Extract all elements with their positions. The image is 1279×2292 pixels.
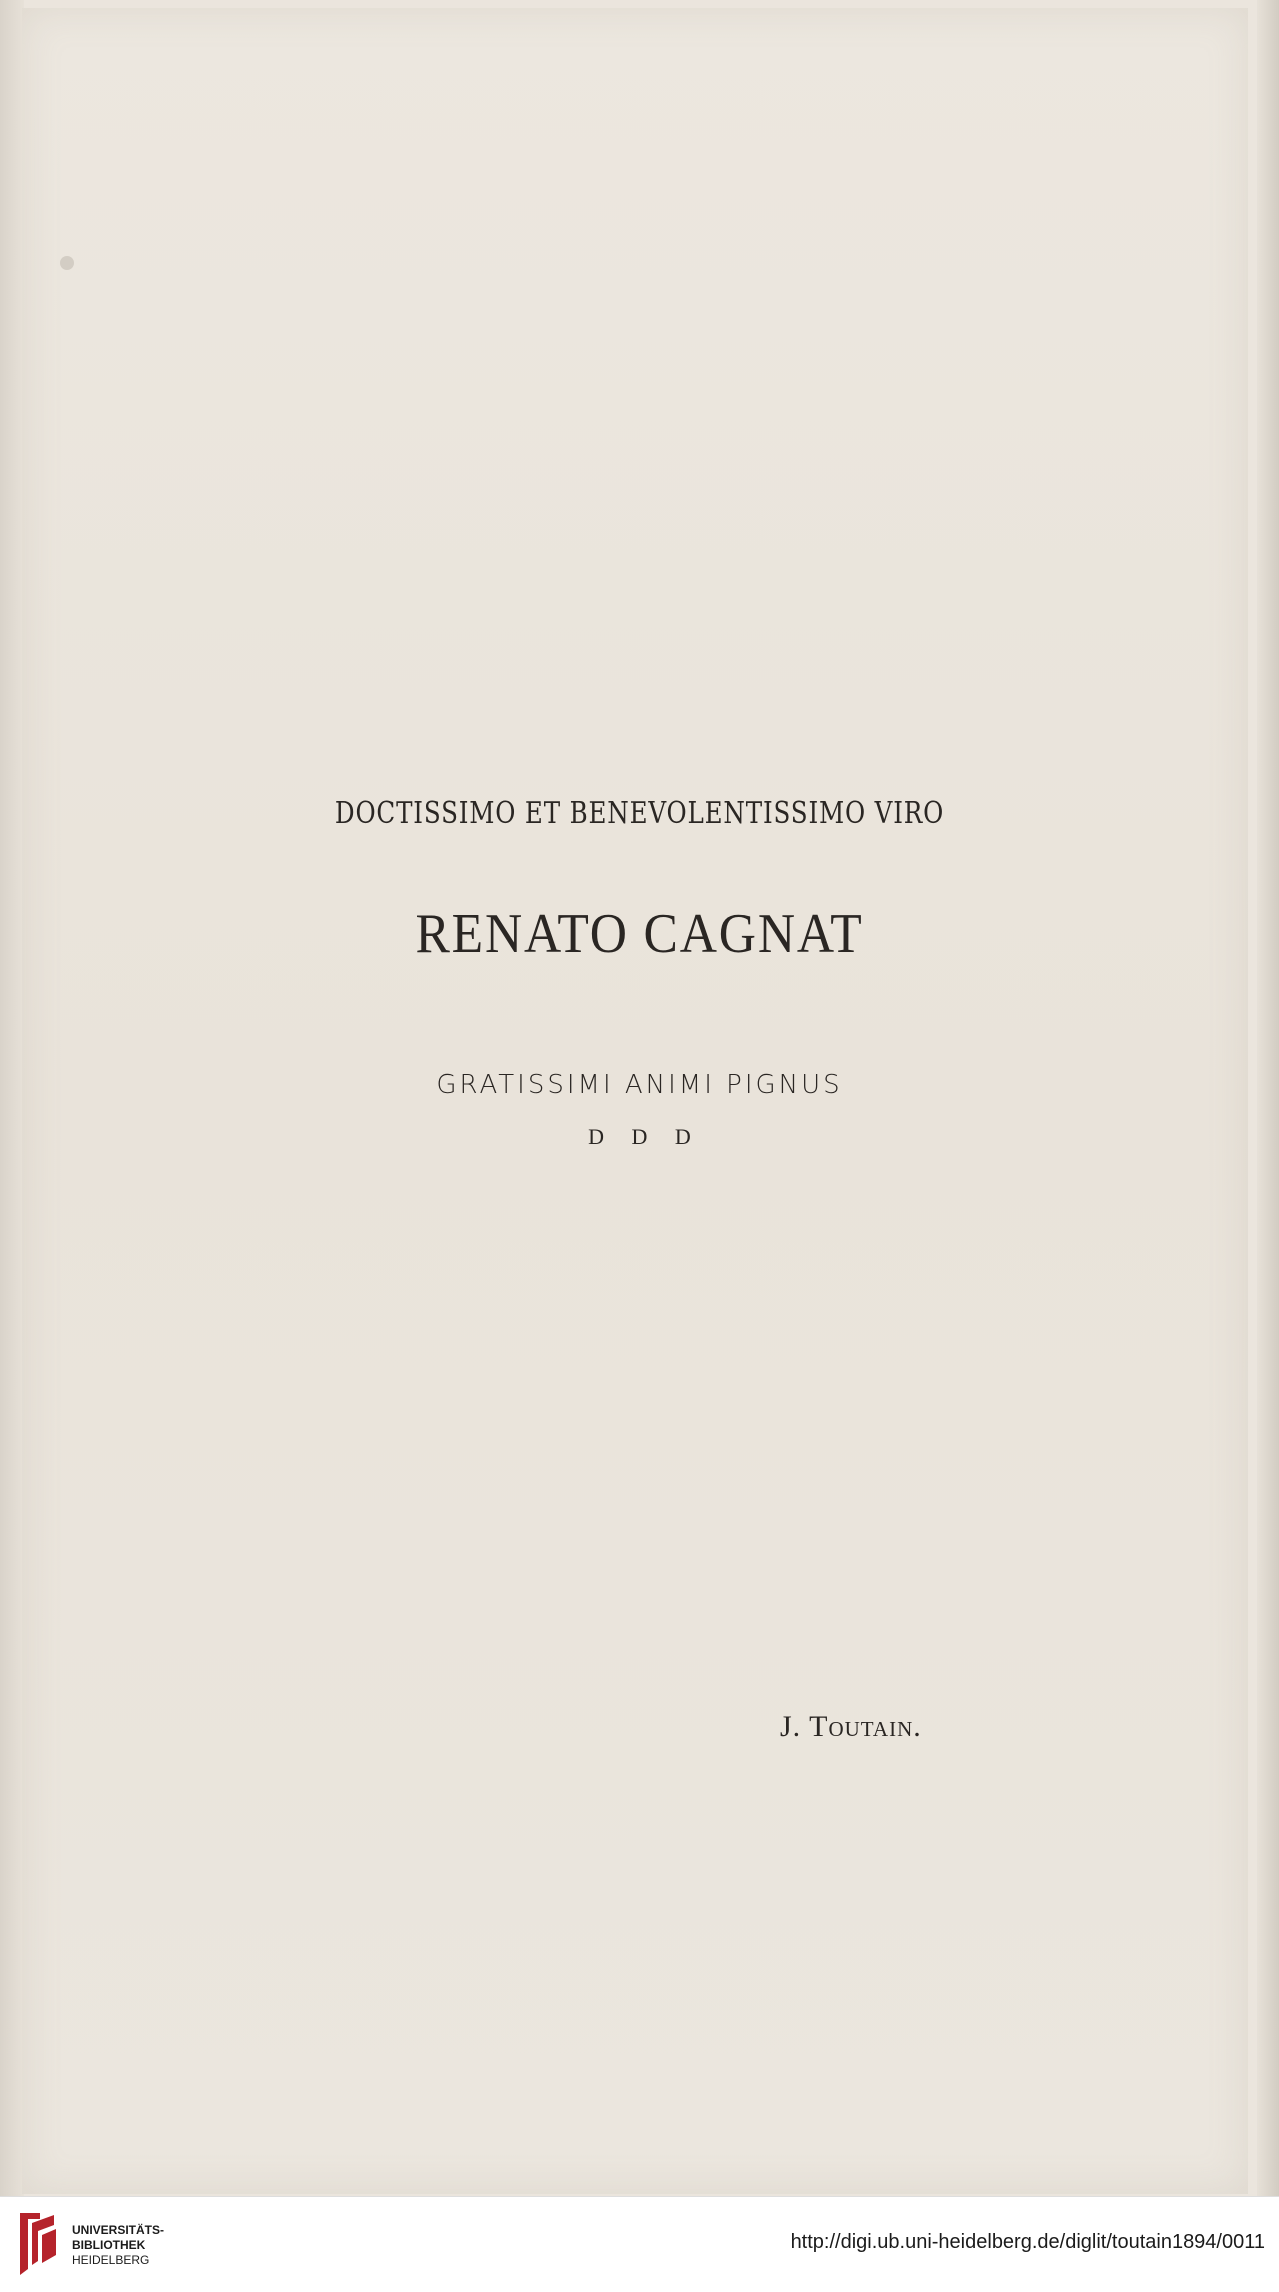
dedication-line: DOCTISSIMO ET BENEVOLENTISSIMO VIRO xyxy=(334,796,945,831)
pignus-line: GRATISSIMI ANIMI PIGNUS xyxy=(436,1070,843,1100)
paper-sheet xyxy=(22,8,1248,2194)
dedicatee-name: RENATO CAGNAT xyxy=(415,903,864,965)
ddd-line: D D D xyxy=(588,1124,691,1149)
library-name-line2: BIBLIOTHEK xyxy=(72,2238,146,2252)
library-name xyxy=(72,2223,164,2268)
footer-bar xyxy=(0,2196,1279,2292)
ub-heidelberg-logo-icon[interactable] xyxy=(14,2209,60,2279)
library-name-line3: HEIDELBERG xyxy=(72,2253,150,2267)
paper-stain xyxy=(60,256,74,270)
library-name-line1: UNIVERSITÄTS- xyxy=(72,2223,165,2237)
permalink-url[interactable]: http://digi.ub.uni-heidelberg.de/diglit/toutain1894/0011 xyxy=(790,2231,1265,2253)
author-signature: J. Toutain. xyxy=(780,1710,922,1743)
